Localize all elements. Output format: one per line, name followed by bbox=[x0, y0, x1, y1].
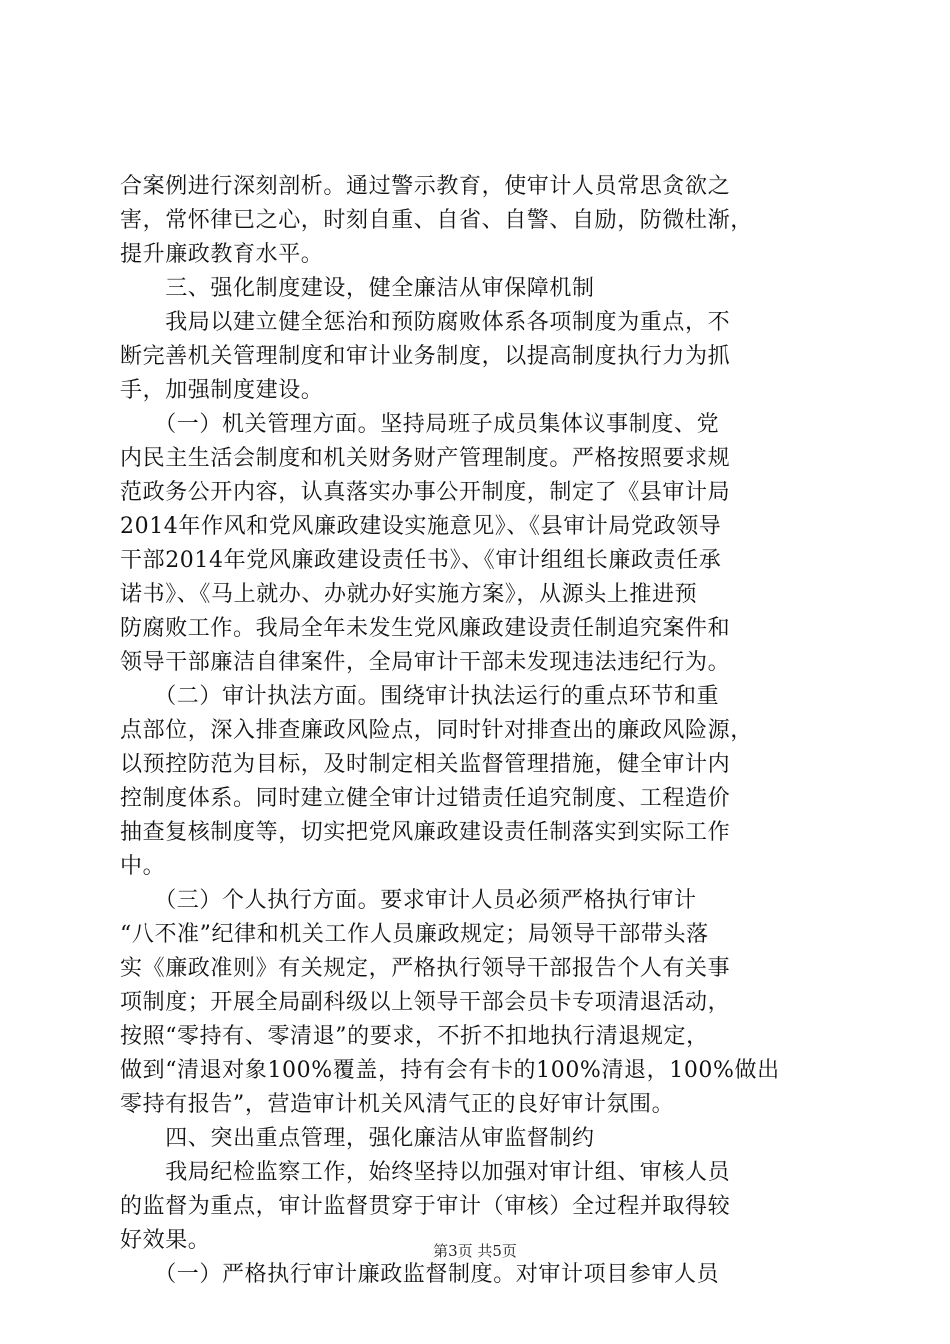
text-line: （一）机关管理方面。坚持局班子成员集体议事制度、党 bbox=[120, 412, 720, 437]
text-line: 防腐败工作。我局全年未发生党风廉政建设责任制追究案件和 bbox=[120, 616, 731, 641]
text-line: 好效果。 bbox=[120, 1228, 211, 1253]
page-number-footer: 第3页 共5页 bbox=[433, 1242, 517, 1260]
text-line: 手，加强制度建设。 bbox=[120, 378, 324, 403]
text-line: 断完善机关管理制度和审计业务制度，以提高制度执行力为抓 bbox=[120, 344, 731, 369]
text-line: 诺书》、《马上就办、办就办好实施方案》，从源头上推进预 bbox=[120, 582, 698, 607]
section-heading: 三、强化制度建设，健全廉洁从审保障机制 bbox=[120, 276, 595, 301]
text-line: 点部位，深入排查廉政风险点，同时针对排查出的廉政风险源， bbox=[120, 718, 753, 743]
text-line: 领导干部廉洁自律案件，全局审计干部未发现违法违纪行为。 bbox=[120, 650, 731, 675]
text-line: （三）个人执行方面。要求审计人员必须严格执行审计 bbox=[120, 888, 697, 913]
document-body bbox=[120, 170, 832, 1292]
text-line: 实《廉政准则》有关规定，严格执行领导干部报告个人有关事 bbox=[120, 956, 731, 981]
text-line: 我局以建立健全惩治和预防腐败体系各项制度为重点，不 bbox=[120, 310, 731, 335]
text-line: 项制度；开展全局副科级以上领导干部会员卡专项清退活动， bbox=[120, 990, 731, 1015]
text-line: 2014年作风和党风廉政建设实施意见》、《县审计局党政领导 bbox=[120, 514, 722, 539]
text-line: 做到“清退对象100%覆盖，持有会有卡的100%清退，100%做出 bbox=[120, 1058, 780, 1083]
section-heading: 四、突出重点管理，强化廉洁从审监督制约 bbox=[120, 1126, 595, 1151]
text-line: 范政务公开内容，认真落实办事公开制度，制定了《县审计局 bbox=[120, 480, 731, 505]
text-line: （一）严格执行审计廉政监督制度。对审计项目参审人员 bbox=[120, 1262, 720, 1287]
text-line: 害，常怀律已之心，时刻自重、自省、自警、自励，防微杜渐， bbox=[120, 208, 753, 233]
text-line: 提升廉政教育水平。 bbox=[120, 242, 324, 267]
text-line: 抽查复核制度等，切实把党风廉政建设责任制落实到实际工作 bbox=[120, 820, 731, 845]
text-line: 以预控防范为目标，及时制定相关监督管理措施，健全审计内 bbox=[120, 752, 731, 777]
text-line: （二）审计执法方面。围绕审计执法运行的重点环节和重 bbox=[120, 684, 720, 709]
text-line: 我局纪检监察工作，始终坚持以加强对审计组、审核人员 bbox=[120, 1160, 731, 1185]
text-line: 干部2014年党风廉政建设责任书》、《审计组组长廉政责任承 bbox=[120, 548, 722, 573]
text-line: 控制度体系。同时建立健全审计过错责任追究制度、工程造价 bbox=[120, 786, 731, 811]
text-line: 的监督为重点，审计监督贯穿于审计（审核）全过程并取得较 bbox=[120, 1194, 731, 1219]
text-line: “八不准”纪律和机关工作人员廉政规定；局领导干部带头落 bbox=[120, 922, 709, 947]
text-line: 合案例进行深刻剖析。通过警示教育，使审计人员常思贪欲之 bbox=[120, 174, 731, 199]
text-line: 按照“零持有、零清退”的要求，不折不扣地执行清退规定， bbox=[120, 1024, 709, 1049]
text-line: 零持有报告”，营造审计机关风清气正的良好审计氛围。 bbox=[120, 1092, 675, 1117]
text-line: 中。 bbox=[120, 854, 166, 879]
text-line: 内民主生活会制度和机关财务财产管理制度。严格按照要求规 bbox=[120, 446, 731, 471]
